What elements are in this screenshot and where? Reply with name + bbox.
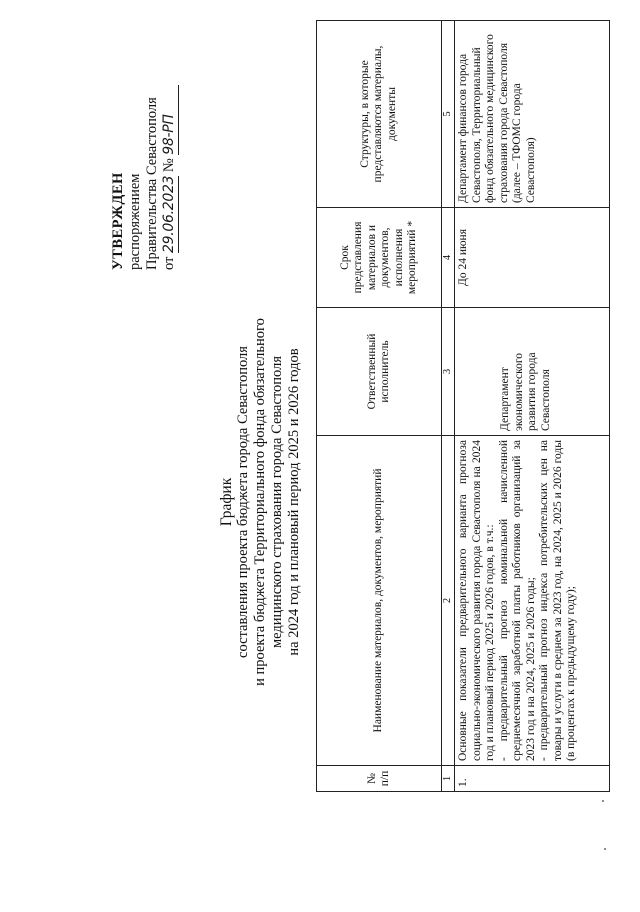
column-number-row (442, 21, 455, 792)
heading-line-4: на 2024 год и плановый период 2025 и 2026 годов (286, 348, 302, 656)
row-deadline: До 24 июня (455, 208, 610, 308)
header-deadline: Срок представления материалов и документов, исполнения мероприятий * (317, 208, 442, 308)
approval-title: УТВЕРЖДЕН (110, 172, 126, 270)
column-number: 3 (442, 308, 455, 436)
executor-text: Департамент экономического развития города Севастополя (499, 352, 552, 431)
approval-line-2: Правительства Севастополя (144, 97, 160, 270)
schedule-table (316, 20, 610, 792)
heading-line-3: медицинского страхования города Севастополя (269, 355, 285, 649)
table-row (455, 21, 610, 792)
row-item: - предварительный прогноз индекса потребительских цен на товары и услуги в среднем за 2023 год, на 2024, 2025 и 2026 годы (в процентах к предыдущему году); (538, 440, 577, 761)
number-underline (161, 85, 179, 155)
date-prefix: от (161, 256, 177, 270)
heading-line-1: составления проекта бюджета города Севастополя (235, 346, 251, 658)
header-executor: Ответственный исполнитель (317, 308, 442, 436)
heading-line-2: и проекта бюджета Территориального фонда обязательного (252, 318, 268, 686)
document-heading (218, 252, 303, 752)
row-executor (455, 308, 610, 436)
scan-speck (604, 848, 606, 850)
approval-date-line (161, 20, 179, 270)
handwritten-date: 29.06.2023 (161, 175, 177, 253)
column-number: 2 (442, 436, 455, 766)
row-item: - предварительный прогноз номинальной начисленной среднемесячной заработной платы работников организаций за 2023 год и на 2024, 2025 и 2026 годы; (497, 440, 537, 761)
approval-line-1: распоряжением (127, 173, 143, 270)
scan-speck (602, 800, 604, 802)
approval-stamp-block (110, 20, 179, 270)
row-materials (455, 436, 610, 766)
row-recipients: Департамент финансов города Севастополя, Территориальный фонд обязательного медицинского страхования города Севастополя (далее – ТФОМС города Севастополя) (455, 21, 610, 208)
number-prefix: № (161, 158, 177, 173)
date-underline (161, 176, 179, 253)
table-header-row (317, 21, 442, 792)
handwritten-number: 98-РП (161, 114, 177, 155)
column-number: 1 (442, 766, 455, 792)
header-materials: Наименование материалов, документов, мероприятий (317, 436, 442, 766)
column-number: 4 (442, 208, 455, 308)
row-item: Основные показатели предварительного варианта прогноза социально-экономического развития города Севастополя на 2024 год и плановый период 2025 и 2026 годов, в т.ч.: (457, 440, 496, 761)
row-number: 1. (455, 766, 610, 792)
column-number: 5 (442, 21, 455, 208)
heading-title: График (218, 477, 235, 527)
header-number: № п/п (317, 766, 442, 792)
header-recipients: Структуры, в которые представляются материалы, документы (317, 21, 442, 208)
